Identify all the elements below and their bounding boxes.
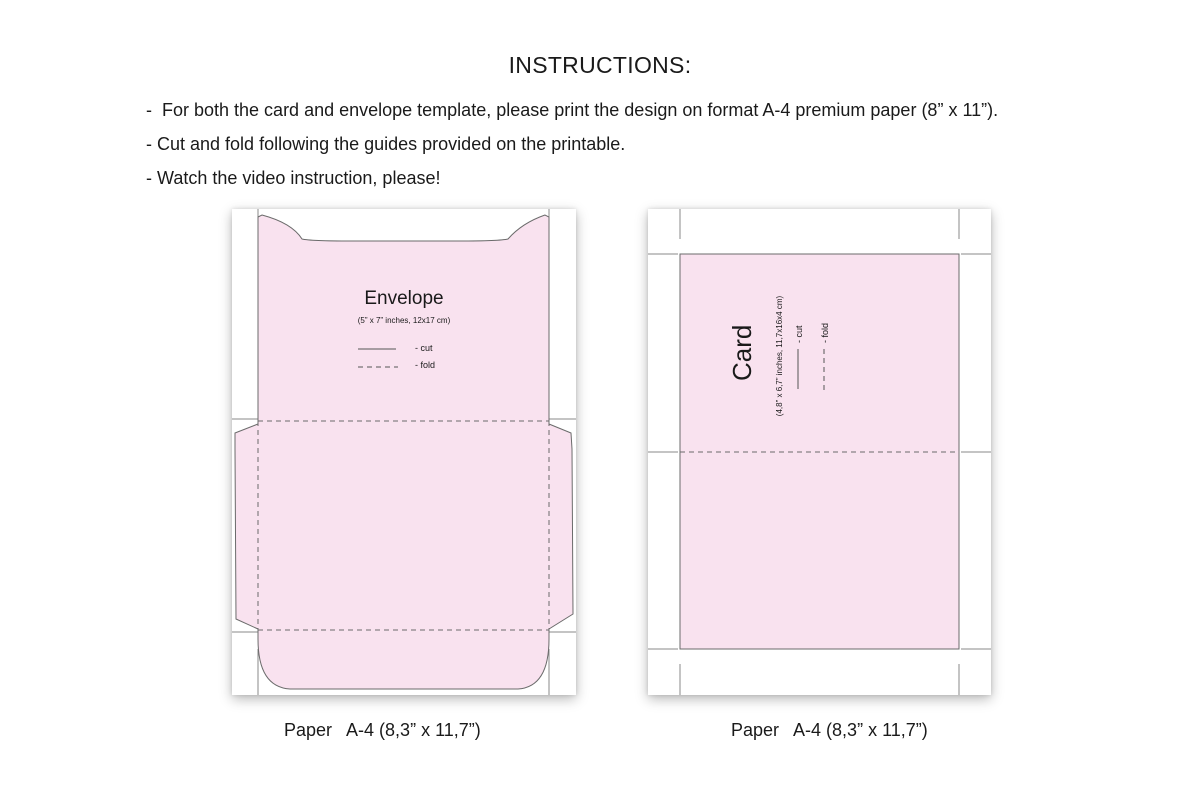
- legend-cut-label: - cut: [794, 325, 804, 343]
- instruction-line: - Watch the video instruction, please!: [146, 168, 441, 188]
- instruction-line: - For both the card and envelope template, please print the design on format A-4 premium paper (8” x 11”).: [146, 100, 999, 120]
- card-template-drawing: [648, 209, 991, 695]
- instruction-line: - Cut and fold following the guides provided on the printable.: [146, 134, 626, 154]
- card-template-sheet: [648, 209, 991, 695]
- envelope-title: Envelope: [364, 288, 444, 309]
- envelope-shape: [235, 215, 573, 689]
- card-title: Card: [727, 324, 757, 381]
- envelope-paper-caption: Paper A-4 (8,3” x 11,7”): [284, 720, 481, 740]
- legend-fold-label: - fold: [415, 360, 436, 370]
- instructions-heading: INSTRUCTIONS:: [508, 52, 692, 78]
- legend-fold-label: - fold: [820, 322, 830, 343]
- envelope-template-sheet: [232, 209, 576, 695]
- legend-cut-label: - cut: [415, 343, 433, 353]
- envelope-template-drawing: [232, 209, 576, 695]
- card-size: (4,8” x 6,7” inches, 11,7x16x4 cm): [775, 295, 784, 417]
- card-paper-caption: Paper A-4 (8,3” x 11,7”): [731, 720, 928, 740]
- envelope-size: (5” x 7” inches, 12x17 cm): [357, 316, 451, 325]
